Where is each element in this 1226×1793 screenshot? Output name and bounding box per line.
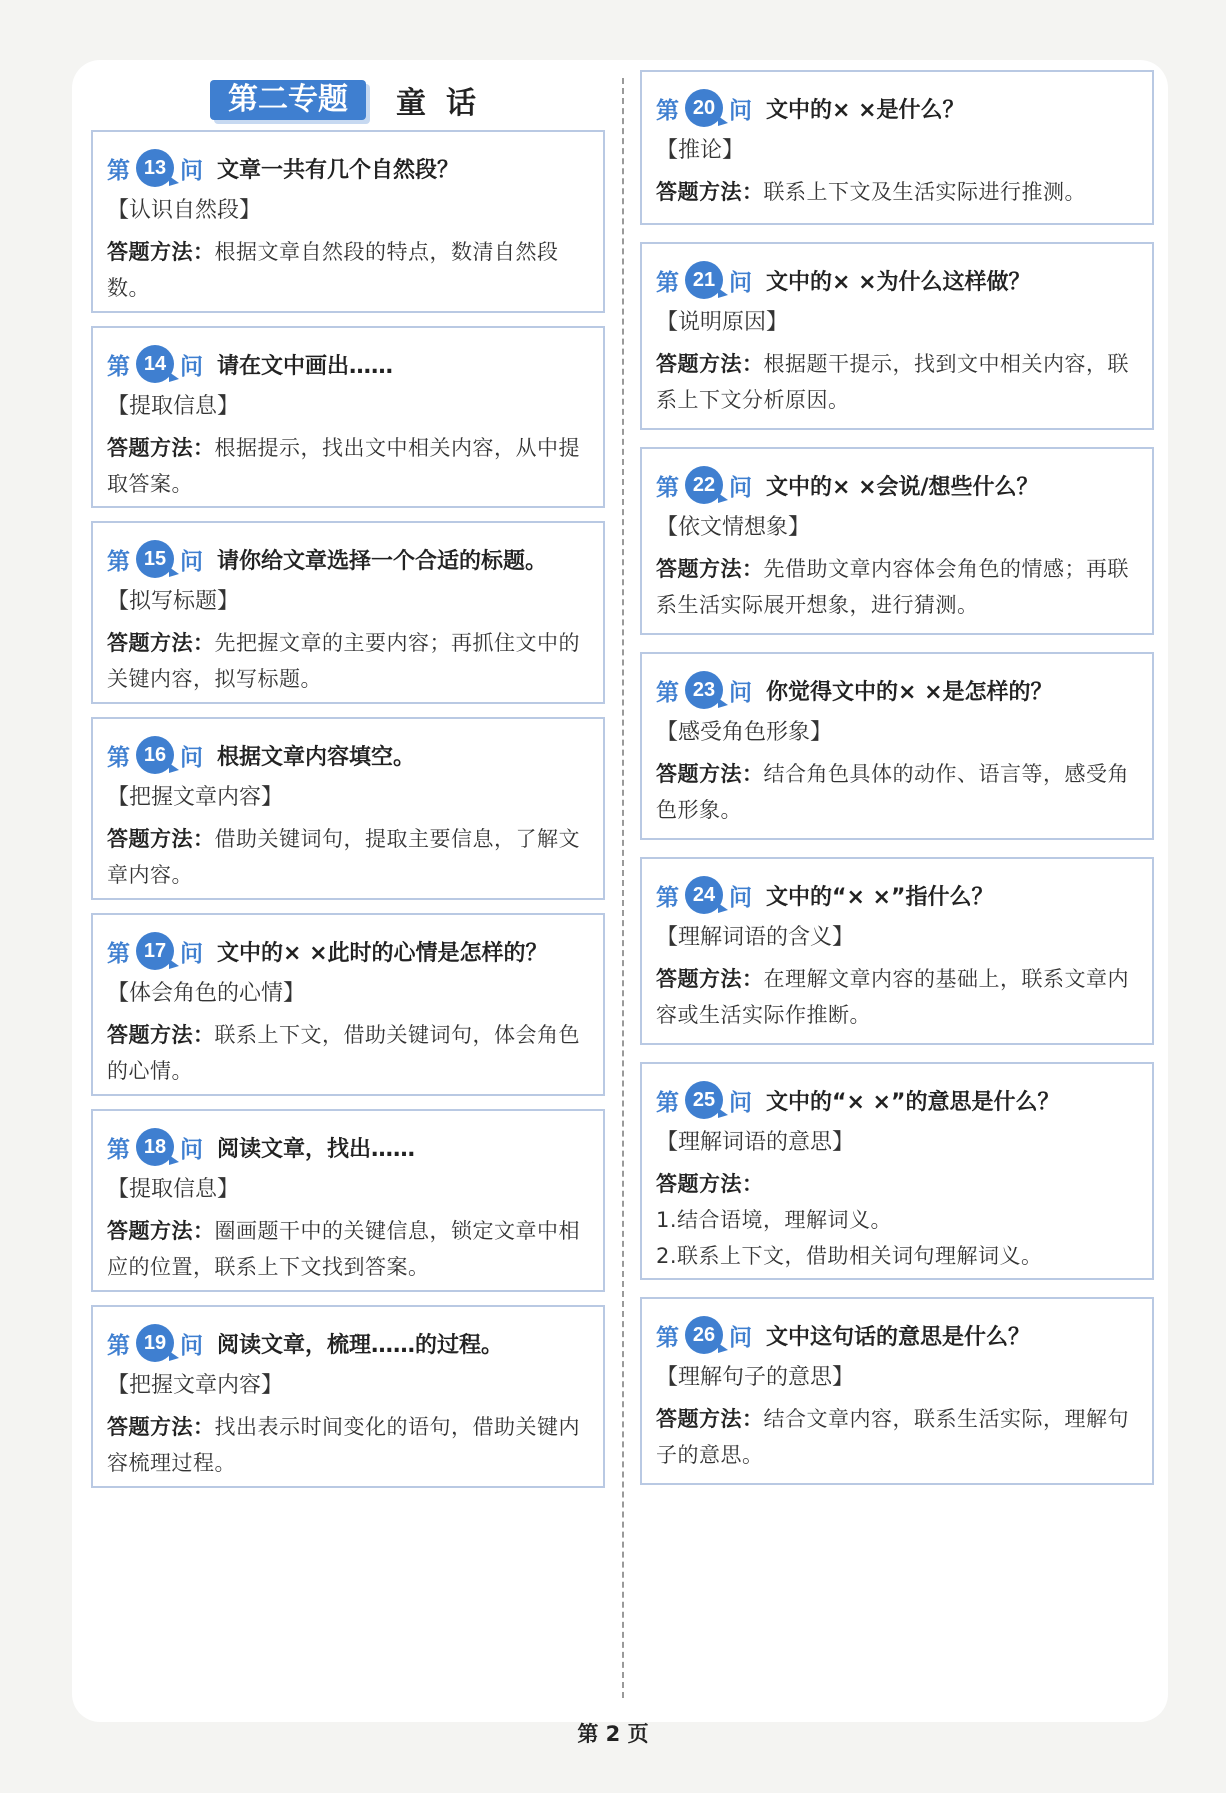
answer-method [107, 625, 589, 697]
answer-method-label: 答题方法： [656, 180, 764, 204]
answer-method [107, 1409, 589, 1481]
question-text: 阅读文章，找出…… [217, 1136, 416, 1162]
answer-method-label: 答题方法： [656, 1172, 764, 1196]
question-card [640, 1062, 1154, 1280]
question-prefix: 第 [656, 679, 679, 706]
page-number: 第 2 页 [577, 1722, 649, 1746]
question-prefix: 第 [656, 269, 679, 296]
question-text: 阅读文章，梳理……的过程。 [217, 1332, 504, 1358]
question-card [91, 913, 605, 1096]
question-text: 文中的× ×此时的心情是怎样的？ [217, 940, 548, 966]
answer-method-label: 答题方法： [107, 631, 215, 655]
question-category: 【推论】 [656, 138, 745, 163]
question-suffix: 问 [729, 884, 752, 911]
question-suffix: 问 [729, 1089, 752, 1116]
question-category: 【理解句子的意思】 [656, 1365, 855, 1390]
answer-method-label: 答题方法： [107, 1415, 215, 1439]
question-suffix: 问 [180, 940, 203, 967]
question-line [107, 148, 589, 188]
question-text: 请你给文章选择一个合适的标题。 [217, 548, 548, 574]
question-text: 文中的“× ×”指什么？ [766, 884, 994, 910]
question-prefix: 第 [107, 1332, 130, 1359]
answer-method-text: 联系上下文，借助关键词句，体会角色的心情。 [107, 1023, 580, 1083]
question-line [656, 260, 1138, 300]
question-category: 【理解词语的含义】 [656, 925, 855, 950]
answer-method-text: 根据文章自然段的特点，数清自然段数。 [107, 240, 559, 300]
question-category: 【拟写标题】 [107, 589, 240, 614]
answer-method [656, 756, 1138, 828]
question-card [91, 521, 605, 704]
question-suffix: 问 [729, 269, 752, 296]
question-prefix: 第 [656, 1089, 679, 1116]
question-line [656, 1315, 1138, 1355]
question-suffix: 问 [729, 97, 752, 124]
column-divider [622, 78, 624, 1698]
question-prefix: 第 [107, 744, 130, 771]
question-text: 根据文章内容填空。 [217, 744, 416, 770]
answer-method-label: 答题方法： [656, 557, 764, 581]
answer-method [656, 1401, 1138, 1473]
question-card [640, 1297, 1154, 1485]
question-line [656, 875, 1138, 915]
question-text: 请在文中画出…… [217, 353, 394, 379]
answer-method [656, 961, 1138, 1033]
question-prefix: 第 [107, 548, 130, 575]
question-prefix: 第 [107, 157, 130, 184]
answer-method [107, 1213, 589, 1285]
question-card [640, 242, 1154, 430]
answer-method [656, 551, 1138, 623]
answer-method-label: 答题方法： [107, 1219, 215, 1243]
answer-method-text: 先借助文章内容体会角色的情感；再联系生活实际展开想象，进行猜测。 [656, 557, 1129, 617]
question-category: 【感受角色形象】 [656, 720, 833, 745]
question-text: 你觉得文中的× ×是怎样的？ [766, 679, 1053, 705]
question-prefix: 第 [107, 1136, 130, 1163]
question-text: 文中的“× ×”的意思是什么？ [766, 1089, 1060, 1115]
question-prefix: 第 [656, 97, 679, 124]
question-text: 文中的× ×会说/想些什么？ [766, 474, 1039, 500]
answer-method [107, 821, 589, 893]
section-badge: 第二专题 [210, 80, 366, 120]
question-line [107, 931, 589, 971]
question-category: 【把握文章内容】 [107, 1373, 284, 1398]
question-number-badge: 24 [685, 876, 723, 914]
question-category: 【理解词语的意思】 [656, 1130, 855, 1155]
question-number-badge: 13 [136, 149, 174, 187]
question-suffix: 问 [729, 679, 752, 706]
question-card [640, 447, 1154, 635]
question-text: 文中的× ×为什么这样做？ [766, 269, 1031, 295]
answer-method-text: 根据提示，找出文中相关内容，从中提取答案。 [107, 436, 580, 496]
question-number-badge: 21 [685, 261, 723, 299]
question-prefix: 第 [107, 940, 130, 967]
question-prefix: 第 [656, 474, 679, 501]
answer-method-label: 答题方法： [656, 762, 764, 786]
answer-method [107, 1017, 589, 1089]
question-line [107, 539, 589, 579]
question-category: 【认识自然段】 [107, 198, 262, 223]
question-card [640, 857, 1154, 1045]
question-line [107, 344, 589, 384]
question-number-badge: 20 [685, 89, 723, 127]
question-suffix: 问 [180, 744, 203, 771]
answer-method-text: 结合文章内容，联系生活实际，理解句子的意思。 [656, 1407, 1129, 1467]
question-line [107, 1323, 589, 1363]
answer-method-text: 借助关键词句，提取主要信息，了解文章内容。 [107, 827, 580, 887]
question-suffix: 问 [180, 157, 203, 184]
answer-method [656, 346, 1138, 418]
question-line [656, 88, 1138, 128]
question-prefix: 第 [656, 884, 679, 911]
question-number-badge: 14 [136, 345, 174, 383]
question-category: 【提取信息】 [107, 1177, 240, 1202]
answer-method [107, 430, 589, 502]
question-category: 【把握文章内容】 [107, 785, 284, 810]
question-line [107, 1127, 589, 1167]
section-title: 童话 [396, 86, 496, 121]
answer-method-text: 联系上下文及生活实际进行推测。 [763, 180, 1086, 204]
question-number-badge: 26 [685, 1316, 723, 1354]
answer-method-step: 2.联系上下文，借助相关词句理解词义。 [656, 1244, 1043, 1268]
question-card [91, 130, 605, 313]
question-suffix: 问 [180, 1332, 203, 1359]
question-number-badge: 15 [136, 540, 174, 578]
question-number-badge: 19 [136, 1324, 174, 1362]
answer-method-text: 结合角色具体的动作、语言等，感受角色形象。 [656, 762, 1129, 822]
answer-method-text: 先把握文章的主要内容；再抓住文中的关键内容，拟写标题。 [107, 631, 580, 691]
question-text: 文章一共有几个自然段？ [217, 157, 460, 183]
question-number-badge: 23 [685, 671, 723, 709]
question-suffix: 问 [180, 1136, 203, 1163]
question-number-badge: 25 [685, 1081, 723, 1119]
question-suffix: 问 [180, 353, 203, 380]
answer-method [656, 1166, 1138, 1274]
answer-method-label: 答题方法： [107, 1023, 215, 1047]
question-text: 文中的× ×是什么？ [766, 97, 965, 123]
section-header [210, 78, 496, 122]
question-suffix: 问 [180, 548, 203, 575]
question-number-badge: 18 [136, 1128, 174, 1166]
question-line [656, 1080, 1138, 1120]
answer-method-text: 找出表示时间变化的语句，借助关键内容梳理过程。 [107, 1415, 580, 1475]
question-text: 文中这句话的意思是什么？ [766, 1324, 1031, 1350]
question-category: 【依文情想象】 [656, 515, 811, 540]
answer-method-text: 在理解文章内容的基础上，联系文章内容或生活实际作推断。 [656, 967, 1129, 1027]
question-suffix: 问 [729, 474, 752, 501]
question-category: 【提取信息】 [107, 394, 240, 419]
answer-method-label: 答题方法： [107, 240, 215, 264]
answer-method-text: 圈画题干中的关键信息，锁定文章中相应的位置，联系上下文找到答案。 [107, 1219, 580, 1279]
question-card [91, 1109, 605, 1292]
question-card [91, 1305, 605, 1488]
answer-method-label: 答题方法： [656, 352, 764, 376]
answer-method [107, 234, 589, 306]
answer-method-label: 答题方法： [656, 967, 764, 991]
question-number-badge: 22 [685, 466, 723, 504]
question-category: 【说明原因】 [656, 310, 789, 335]
question-category: 【体会角色的心情】 [107, 981, 306, 1006]
answer-method-label: 答题方法： [656, 1407, 764, 1431]
question-prefix: 第 [107, 353, 130, 380]
question-number-badge: 17 [136, 932, 174, 970]
answer-method-label: 答题方法： [107, 827, 215, 851]
question-card [640, 70, 1154, 225]
question-line [656, 465, 1138, 505]
question-line [656, 670, 1138, 710]
question-card [91, 717, 605, 900]
question-number-badge: 16 [136, 736, 174, 774]
question-suffix: 问 [729, 1324, 752, 1351]
question-line [107, 735, 589, 775]
answer-method-step: 1.结合语境，理解词义。 [656, 1208, 893, 1232]
question-prefix: 第 [656, 1324, 679, 1351]
question-card [640, 652, 1154, 840]
answer-method-label: 答题方法： [107, 436, 215, 460]
answer-method [656, 174, 1138, 210]
answer-method-text: 根据题干提示，找到文中相关内容，联系上下文分析原因。 [656, 352, 1129, 412]
question-card [91, 326, 605, 508]
